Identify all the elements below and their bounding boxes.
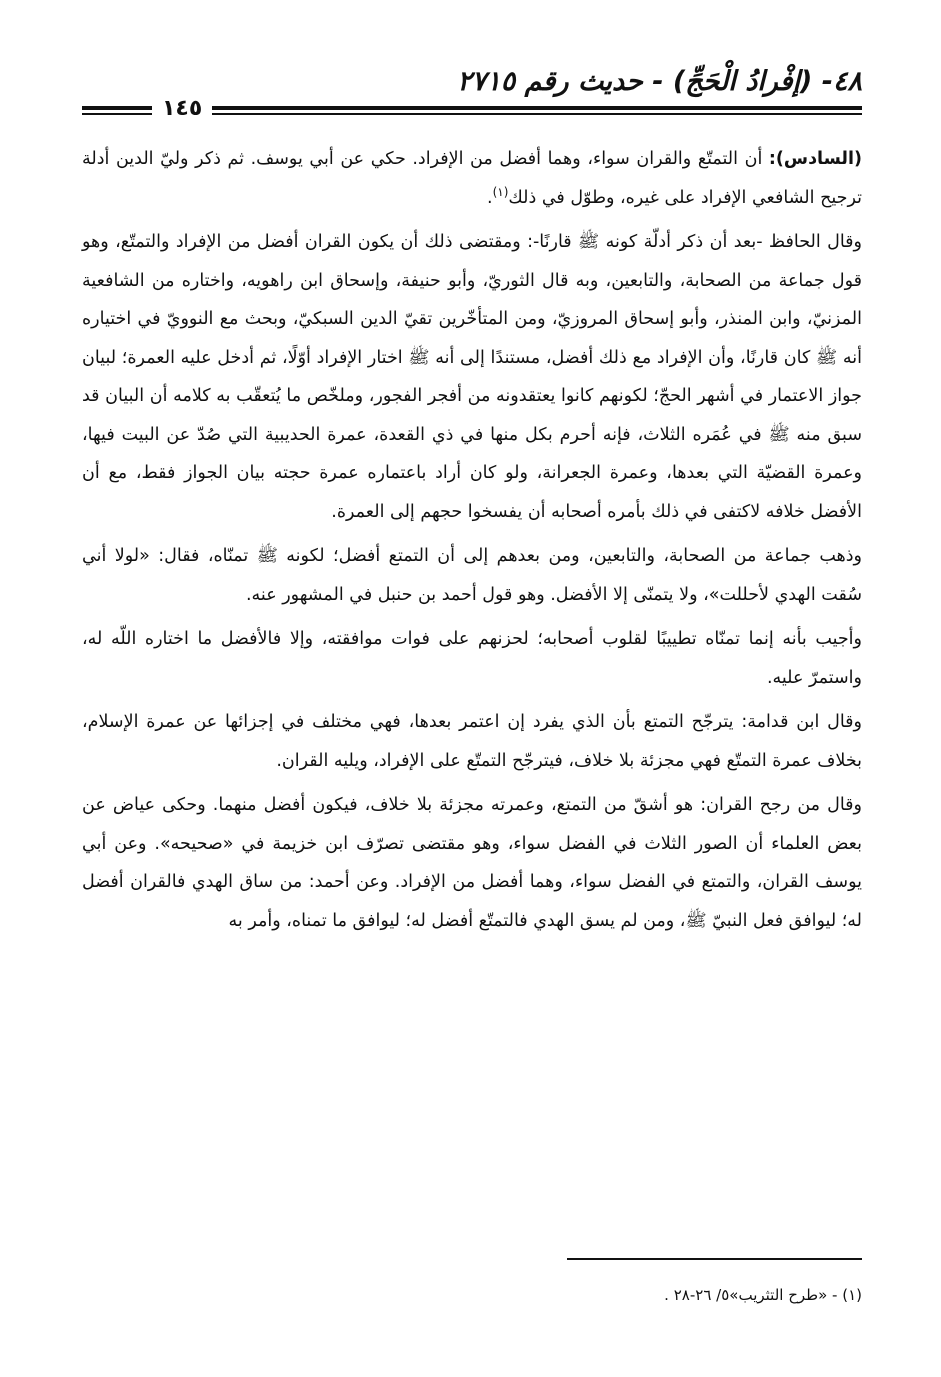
paragraph: وذهب جماعة من الصحابة، والتابعين، ومن بعدهم إلى أن التمتع أفضل؛ لكونه ﷺ تمنّاه، فقال: «لولا أني سُقت الهدي لأحللت»، ولا يتمنّى إلا الأفضل. وهو قول أحمد بن حنبل في المشهور عنه. xyxy=(82,546,862,605)
page-number: ١٤٥ xyxy=(152,95,212,123)
paragraph: وقال الحافظ -بعد أن ذكر أدلّة كونه ﷺ قارنًا-: ومقتضى ذلك أن يكون القران أفضل من الإفراد والتمتّع، وهو قول جماعة من الصحابة، والتابعين، وبه قال الثوريّ، وأبو حنيفة، وإسحاق ابن راهويه، واختاره من الشافعية المزنيّ، وابن المنذر، وأبو إسحاق المروزيّ، ومن المتأخّرين تقيّ الدين السبكيّ، وبحث مع النوويّ في اختياره أنه ﷺ كان قارنًا، وأن الإفراد مع ذلك أفضل، مستندًا إلى أنه ﷺ اختار الإفراد أوّلًا، ثم أدخل عليه العمرة؛ لبيان جواز الاعتمار في أشهر الحجّ؛ لكونهم كانوا يعتقدونه من أفجر الفجور، وملخّص ما يُتعقّب به كلامه أن البيان قد سبق منه ﷺ في عُمَره الثلاث، فإنه أحرم بكل منها في ذي القعدة، عمرة الحديبية التي صُدّ عن البيت فيها، وعمرة القضيّة التي بعدها، وعمرة الجعرانة، ولو كان أراد باعتماره عمرة حجته بيان الجواز فقط، مع أن الأفضل خلافه لاكتفى في ذلك بأمره أصحابه أن يفسخوا حجهم إلى العمرة. xyxy=(82,232,862,522)
paragraph: وأجيب بأنه إنما تمنّاه تطييبًا لقلوب أصحابه؛ لحزنهم على فوات موافقته، وإلا فالأفضل ما اختاره اللّه له، واستمرّ عليه. xyxy=(82,629,862,688)
paragraph-text: أن التمتّع والقران سواء، وهما أفضل من الإفراد. حكي عن أبي يوسف. ثم ذكر وليّ الدين أدلة ترجيح الشافعي الإفراد على غيره، وطوّل في ذلك xyxy=(82,149,862,208)
paragraph-tail: . xyxy=(486,187,493,208)
footnote: (١) - «طرح التثريب»٥/ ٢٦-٢٨ . xyxy=(664,1286,862,1304)
footnote-separator xyxy=(567,1258,862,1260)
running-title: ٤٨- (إفْرادُ الْحَجِّ) - حديث رقم ٢٧١٥ xyxy=(457,66,862,97)
footnote-marker[interactable]: (١) xyxy=(492,184,509,199)
paragraph: وقال من رجح القران: هو أشقّ من التمتع، وعمرته مجزئة بلا خلاف، فيكون أفضل منهما. وحكى عياض عن بعض العلماء أن الصور الثلاث في الفضل سواء، وهو مقتضى تصرّف ابن خزيمة في «صحيحه». وعن أبي يوسف القران، والتمتع في الفضل سواء، وهما أفضل من الإفراد. وعن أحمد: من ساق الهدي فالقران أفضل له؛ ليوافق فعل النبيّ ﷺ، ومن لم يسق الهدي فالتمتّع أفضل له؛ ليوافق ما تمناه، وأمر به xyxy=(82,795,862,931)
section-lead: (السادس): xyxy=(768,149,862,169)
page-header xyxy=(82,62,862,122)
paragraph: وقال ابن قدامة: يترجّح التمتع بأن الذي يفرد إن اعتمر بعدها، فهي مختلف في إجزائها عن عمرة الإسلام، بخلاف عمرة التمتّع فهي مجزئة بلا خلاف، فيترجّح التمتّع على الإفراد، ويليه القران. xyxy=(82,712,862,771)
main-text xyxy=(82,140,862,946)
paragraph xyxy=(82,140,862,217)
